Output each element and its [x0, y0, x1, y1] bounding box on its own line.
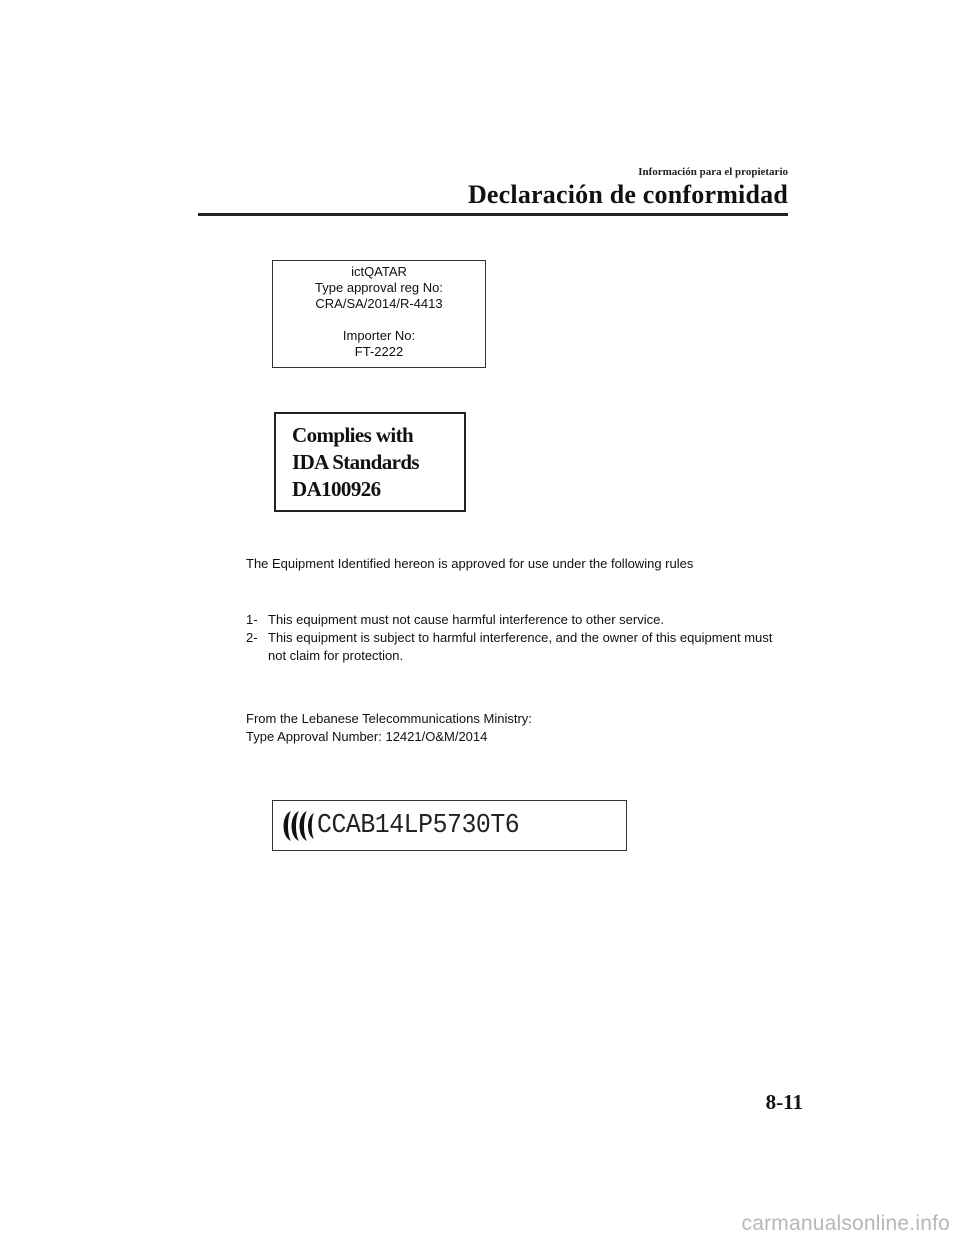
qatar-label-line: Importer No: — [342, 328, 416, 343]
ida-label-line: Complies with — [292, 423, 414, 447]
list-item — [246, 611, 786, 629]
page-number: 8-11 — [765, 1090, 803, 1114]
page-title: Declaración de conformidad — [467, 180, 788, 209]
lebanon-ministry-text: From the Lebanese Telecommunications Ministry: — [246, 711, 532, 726]
qatar-label-line: CRA/SA/2014/R-4413 — [315, 296, 443, 311]
ncc-certification-label — [272, 800, 627, 851]
rule-text: This equipment is subject to harmful interference, and the owner of this equipment must not claim for protection. — [268, 630, 773, 663]
qatar-label-line: FT-2222 — [354, 344, 404, 359]
approval-intro-text: The Equipment Identified hereon is approved for use under the following rules — [246, 556, 694, 571]
list-item — [246, 629, 786, 665]
ida-label-line: IDA Standards — [292, 450, 419, 474]
lebanon-approval-number: Type Approval Number: 12421/O&M/2014 — [246, 729, 488, 744]
rule-number: 1- — [246, 612, 258, 627]
qatar-label-line: ictQATAR — [351, 264, 407, 279]
rule-text: This equipment must not cause harmful interference to other service. — [268, 612, 664, 627]
qatar-label-line: Type approval reg No: — [315, 280, 443, 295]
ida-label-line: DA100926 — [292, 477, 381, 501]
rule-number: 2- — [246, 630, 258, 645]
ncc-logo-icon — [279, 809, 315, 843]
header-divider — [198, 213, 788, 216]
qatar-approval-label — [272, 260, 486, 368]
header-subtitle: Información para el propietario — [638, 166, 788, 178]
ida-compliance-label — [274, 412, 466, 512]
ncc-code: CCAB14LP5730T6 — [317, 811, 520, 841]
rules-list — [246, 611, 786, 665]
watermark: carmanualsonline.info — [741, 1212, 950, 1235]
